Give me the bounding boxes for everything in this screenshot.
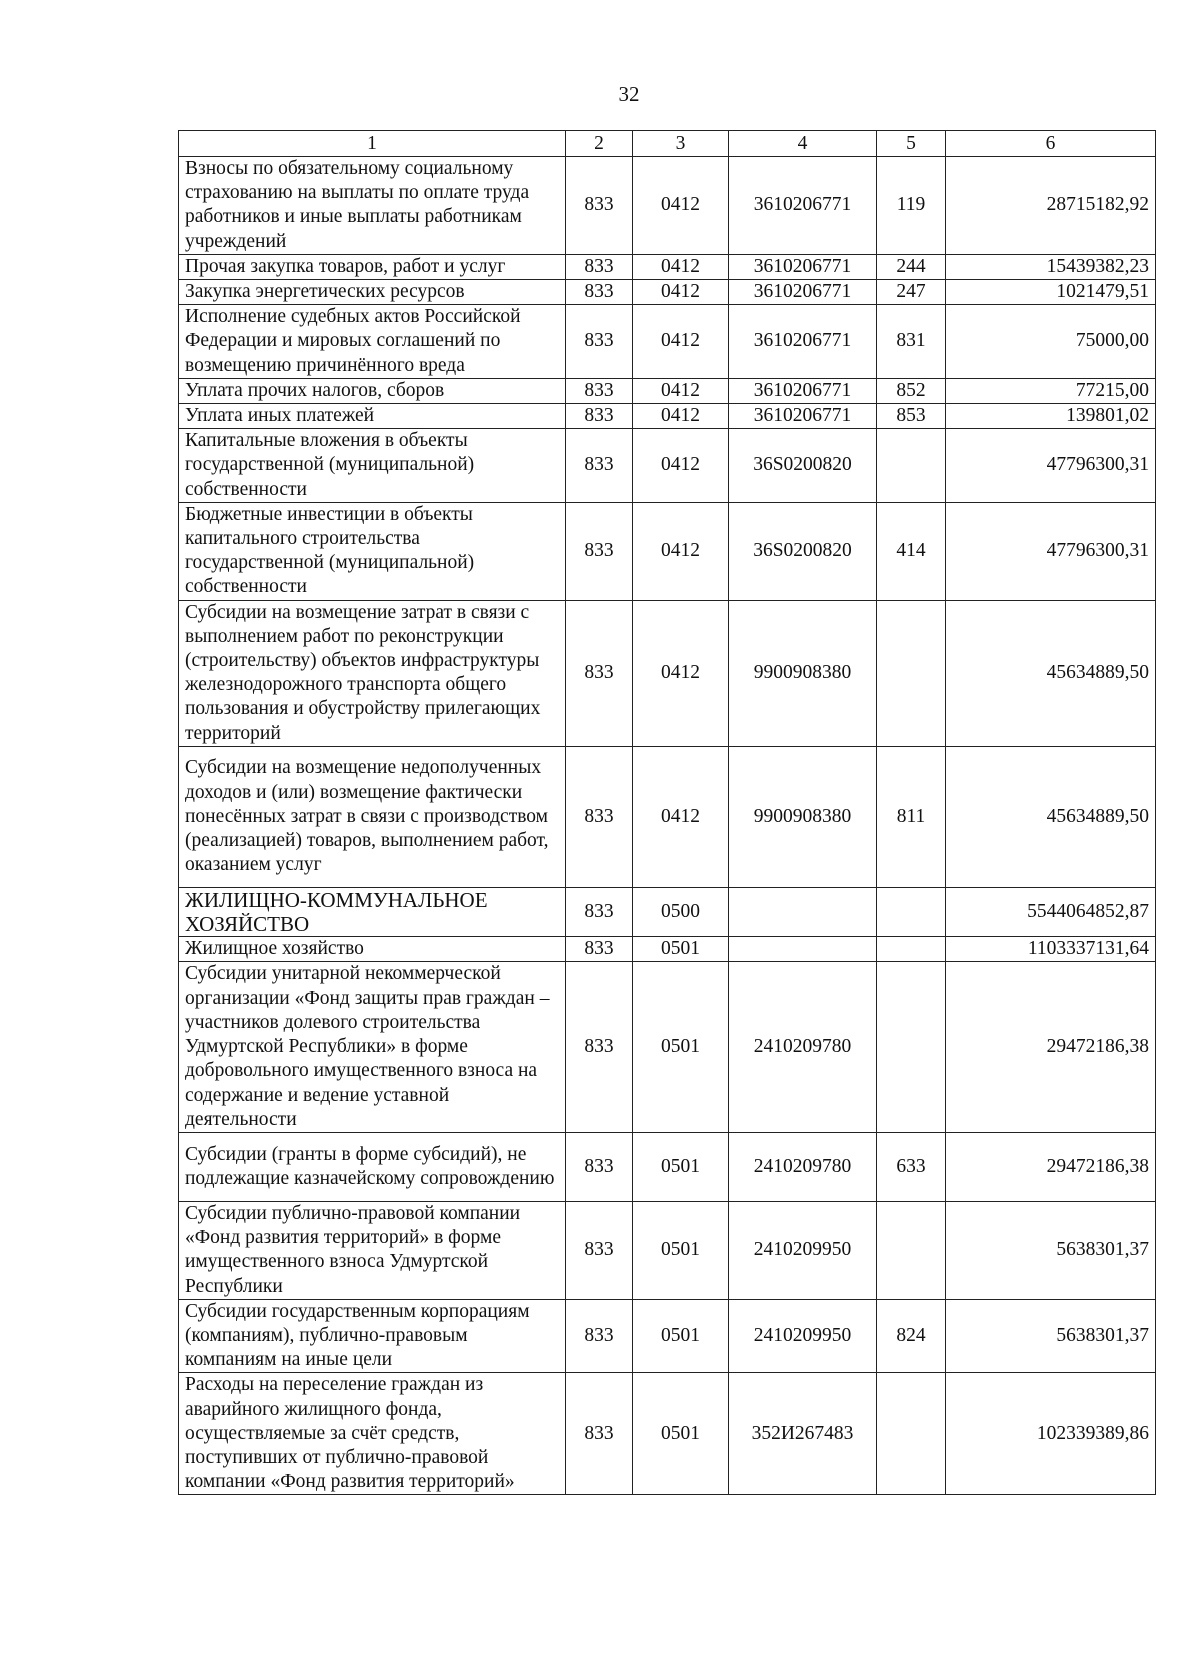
expense-type-cell <box>877 1201 946 1299</box>
table-row <box>179 746 1156 887</box>
item-name-cell: Расходы на переселение граждан из аварийного жилищного фонда, осуществляемые за счёт средств, поступивших от публично-правовой компании «Фонд развития территорий» <box>179 1373 566 1495</box>
expense-type-cell <box>877 1373 946 1495</box>
target-article-cell: 3610206771 <box>729 404 877 429</box>
amount-cell: 15439382,23 <box>946 254 1156 279</box>
item-name-cell: Субсидии унитарной некоммерческой организации «Фонд защиты прав граждан – участников долевого строительства Удмуртской Республики» в форме добровольного имущественного взноса на содержание и ведение уставной деятельности <box>179 962 566 1132</box>
target-article-cell: 2410209780 <box>729 1132 877 1201</box>
amount-cell: 5638301,37 <box>946 1201 1156 1299</box>
table-row <box>179 280 1156 305</box>
column-header-4: 4 <box>729 131 877 157</box>
item-name-cell: Уплата прочих налогов, сборов <box>179 378 566 403</box>
expense-type-cell: 244 <box>877 254 946 279</box>
admin-code-cell: 833 <box>566 378 633 403</box>
table-row <box>179 1201 1156 1299</box>
item-name-cell: Субсидии на возмещение недополученных доходов и (или) возмещение фактически понесённых затрат в связи с производством (реализацией) товаров, выполнением работ, оказанием услуг <box>179 746 566 887</box>
expense-type-cell: 119 <box>877 157 946 255</box>
admin-code-cell: 833 <box>566 600 633 746</box>
amount-cell: 45634889,50 <box>946 600 1156 746</box>
section-code-cell: 0412 <box>633 404 729 429</box>
admin-code-cell: 833 <box>566 429 633 503</box>
expense-type-cell: 811 <box>877 746 946 887</box>
expense-type-cell <box>877 887 946 936</box>
section-code-cell: 0412 <box>633 305 729 379</box>
amount-cell: 139801,02 <box>946 404 1156 429</box>
section-code-cell: 0501 <box>633 962 729 1132</box>
item-name-cell: Жилищное хозяйство <box>179 937 566 962</box>
target-article-cell: 3610206771 <box>729 157 877 255</box>
section-code-cell: 0412 <box>633 378 729 403</box>
admin-code-cell: 833 <box>566 1132 633 1201</box>
budget-table <box>178 130 1156 1495</box>
column-header-1: 1 <box>179 131 566 157</box>
table-row <box>179 157 1156 255</box>
target-article-cell: 2410209950 <box>729 1299 877 1373</box>
target-article-cell: 36S0200820 <box>729 429 877 503</box>
item-name-cell: Бюджетные инвестиции в объекты капитального строительства государственной (муниципальной) собственности <box>179 502 566 600</box>
admin-code-cell: 833 <box>566 305 633 379</box>
expense-type-cell <box>877 600 946 746</box>
item-name-cell: ЖИЛИЩНО-КОММУНАЛЬНОЕ ХОЗЯЙСТВО <box>179 887 566 936</box>
amount-cell: 47796300,31 <box>946 429 1156 503</box>
section-code-cell: 0412 <box>633 502 729 600</box>
amount-cell: 28715182,92 <box>946 157 1156 255</box>
amount-cell: 29472186,38 <box>946 1132 1156 1201</box>
section-code-cell: 0501 <box>633 1201 729 1299</box>
amount-cell: 77215,00 <box>946 378 1156 403</box>
section-code-cell: 0500 <box>633 887 729 936</box>
expense-type-cell: 853 <box>877 404 946 429</box>
table-row <box>179 1373 1156 1495</box>
expense-type-cell: 831 <box>877 305 946 379</box>
admin-code-cell: 833 <box>566 280 633 305</box>
expense-type-cell <box>877 962 946 1132</box>
section-code-cell: 0501 <box>633 1132 729 1201</box>
section-code-cell: 0412 <box>633 746 729 887</box>
table-row <box>179 305 1156 379</box>
target-article-cell: 2410209780 <box>729 962 877 1132</box>
expense-type-cell: 414 <box>877 502 946 600</box>
table-row <box>179 937 1156 962</box>
column-header-6: 6 <box>946 131 1156 157</box>
table-row <box>179 887 1156 936</box>
table-header-row <box>179 131 1156 157</box>
target-article-cell: 3610206771 <box>729 305 877 379</box>
section-code-cell: 0412 <box>633 157 729 255</box>
amount-cell: 45634889,50 <box>946 746 1156 887</box>
section-code-cell: 0412 <box>633 280 729 305</box>
section-code-cell: 0501 <box>633 937 729 962</box>
column-header-5: 5 <box>877 131 946 157</box>
amount-cell: 47796300,31 <box>946 502 1156 600</box>
expense-type-cell: 247 <box>877 280 946 305</box>
table-row <box>179 378 1156 403</box>
table-row <box>179 429 1156 503</box>
amount-cell: 29472186,38 <box>946 962 1156 1132</box>
amount-cell: 1103337131,64 <box>946 937 1156 962</box>
item-name-cell: Прочая закупка товаров, работ и услуг <box>179 254 566 279</box>
item-name-cell: Исполнение судебных актов Российской Федерации и мировых соглашений по возмещению причинённого вреда <box>179 305 566 379</box>
table-row <box>179 1132 1156 1201</box>
admin-code-cell: 833 <box>566 157 633 255</box>
amount-cell: 5544064852,87 <box>946 887 1156 936</box>
table-row <box>179 502 1156 600</box>
admin-code-cell: 833 <box>566 937 633 962</box>
expense-type-cell <box>877 937 946 962</box>
amount-cell: 102339389,86 <box>946 1373 1156 1495</box>
table-row <box>179 1299 1156 1373</box>
table-row <box>179 254 1156 279</box>
target-article-cell: 9900908380 <box>729 746 877 887</box>
target-article-cell: 352И267483 <box>729 1373 877 1495</box>
target-article-cell: 9900908380 <box>729 600 877 746</box>
admin-code-cell: 833 <box>566 962 633 1132</box>
column-header-2: 2 <box>566 131 633 157</box>
target-article-cell: 36S0200820 <box>729 502 877 600</box>
admin-code-cell: 833 <box>566 1299 633 1373</box>
target-article-cell: 3610206771 <box>729 280 877 305</box>
table-row <box>179 600 1156 746</box>
item-name-cell: Субсидии на возмещение затрат в связи с выполнением работ по реконструкции (строительству) объектов инфраструктуры железнодорожного транспорта общего пользования и обустройству прилегающих территорий <box>179 600 566 746</box>
target-article-cell: 3610206771 <box>729 378 877 403</box>
item-name-cell: Взносы по обязательному социальному страхованию на выплаты по оплате труда работников и иные выплаты работникам учреждений <box>179 157 566 255</box>
page-number: 32 <box>618 82 640 106</box>
amount-cell: 5638301,37 <box>946 1299 1156 1373</box>
target-article-cell <box>729 937 877 962</box>
amount-cell: 75000,00 <box>946 305 1156 379</box>
expense-type-cell <box>877 429 946 503</box>
section-code-cell: 0412 <box>633 254 729 279</box>
item-name-cell: Субсидии государственным корпорациям (компаниям), публично-правовым компаниям на иные цели <box>179 1299 566 1373</box>
admin-code-cell: 833 <box>566 404 633 429</box>
section-code-cell: 0412 <box>633 600 729 746</box>
column-header-3: 3 <box>633 131 729 157</box>
admin-code-cell: 833 <box>566 1373 633 1495</box>
admin-code-cell: 833 <box>566 887 633 936</box>
target-article-cell: 3610206771 <box>729 254 877 279</box>
section-code-cell: 0412 <box>633 429 729 503</box>
section-code-cell: 0501 <box>633 1373 729 1495</box>
admin-code-cell: 833 <box>566 746 633 887</box>
item-name-cell: Субсидии (гранты в форме субсидий), не подлежащие казначейскому сопровождению <box>179 1132 566 1201</box>
admin-code-cell: 833 <box>566 1201 633 1299</box>
table-row <box>179 404 1156 429</box>
expense-type-cell: 852 <box>877 378 946 403</box>
admin-code-cell: 833 <box>566 254 633 279</box>
admin-code-cell: 833 <box>566 502 633 600</box>
item-name-cell: Уплата иных платежей <box>179 404 566 429</box>
table-row <box>179 962 1156 1132</box>
expense-type-cell: 633 <box>877 1132 946 1201</box>
item-name-cell: Закупка энергетических ресурсов <box>179 280 566 305</box>
target-article-cell: 2410209950 <box>729 1201 877 1299</box>
item-name-cell: Капитальные вложения в объекты государственной (муниципальной) собственности <box>179 429 566 503</box>
section-code-cell: 0501 <box>633 1299 729 1373</box>
expense-type-cell: 824 <box>877 1299 946 1373</box>
amount-cell: 1021479,51 <box>946 280 1156 305</box>
target-article-cell <box>729 887 877 936</box>
item-name-cell: Субсидии публично-правовой компании «Фонд развития территорий» в форме имущественного взноса Удмуртской Республики <box>179 1201 566 1299</box>
